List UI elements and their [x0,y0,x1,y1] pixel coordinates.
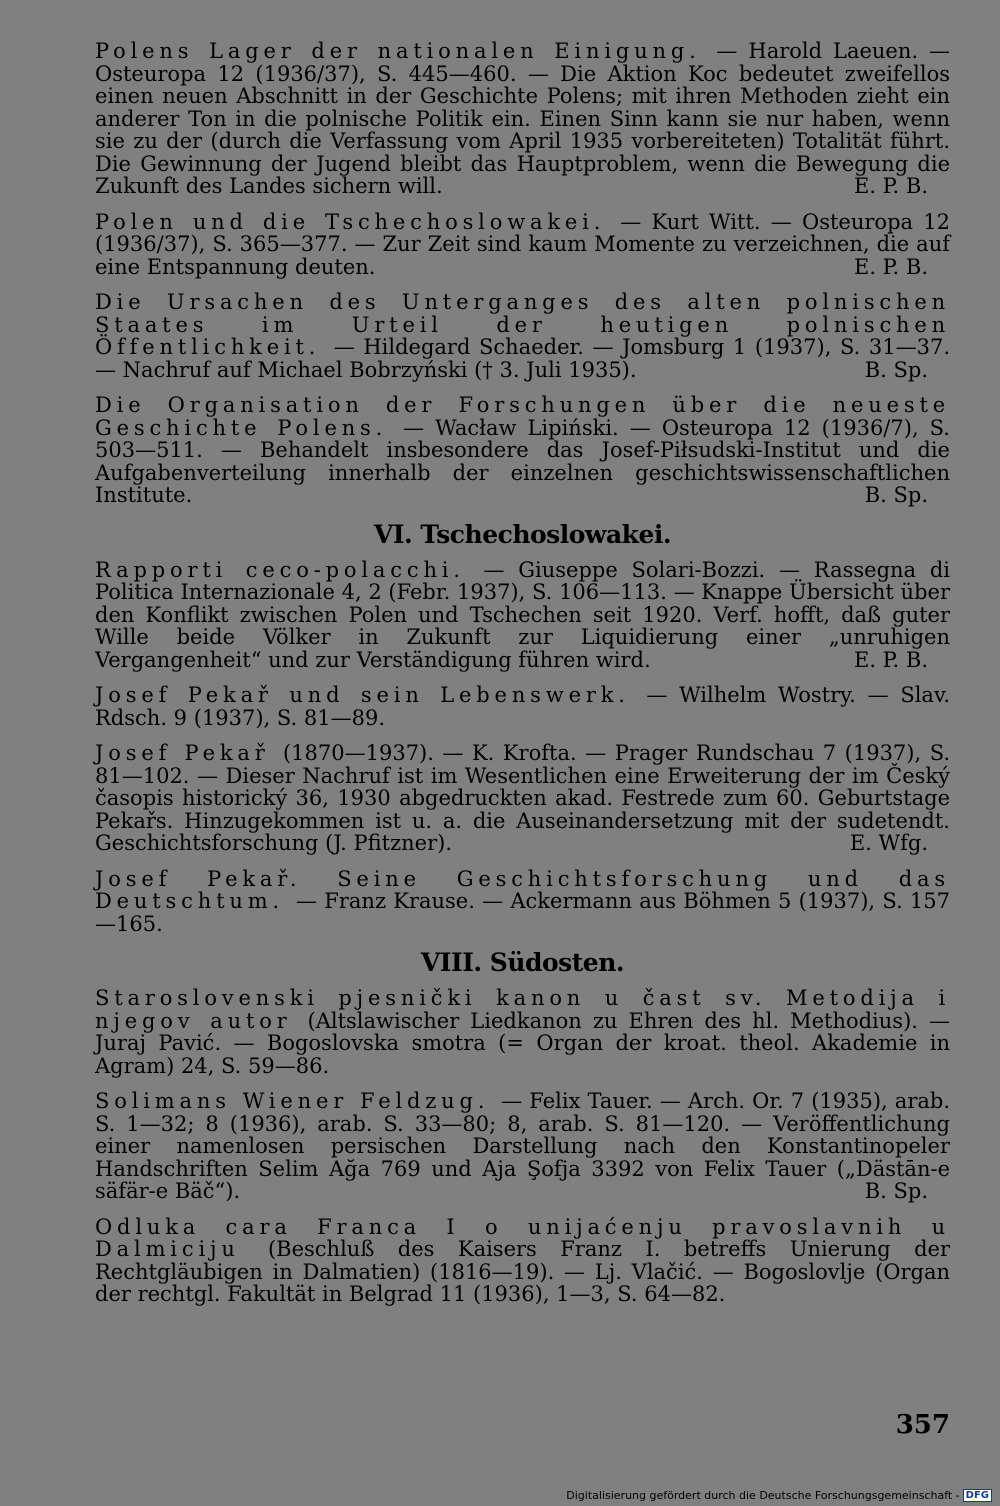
entry-signature: E. P. B. [853,254,928,279]
entry-body: (1870—1937). — K. Krofta. — Prager Rundschau 7 (1937), S. 81—102. — Dieser Nachruf ist im Wesentlichen eine Erweiterung der im Český časopis historický 36, 1930 abgedruckten akad. Festrede zum 60. Geburtstage Pekařs. Hinzugekommen ist u. a. die Auseinandersetzung mit der sudetendt. Geschichtsforschung (J. Pfitzner). [95,741,951,855]
entry-title: Josef Pekař und sein Lebenswerk. [95,683,647,707]
entry-title: Solimans Wiener Feldzug. [95,1089,502,1113]
entry-body: — Harold Laeuen. — Osteuropa 12 (1936/37), S. 445—460. — Die Aktion Koc bedeutet zweifellos einen neuen Abschnitt in der Geschichte Polens; mit ihren Methoden zieht ein anderer Ton in die polnische Politik ein. Einen Sinn kann sie nur haben, wenn sie zu der (durch die Verfassung vom April 1935 vorbereiteten) Totalität führt. Die Gewinnung der Jugend bleibt das Hauptproblem, wenn die Bewegung die Zukunft des Landes sichern will. [95,39,950,198]
bibliography-entry [95,1216,950,1306]
footer-credit [566,1489,992,1502]
entry-title: Polen und die Tschechoslowakei. [95,209,621,234]
bibliography-entry [95,987,950,1077]
entry-signature: B. Sp. [864,483,928,507]
bibliography-entry [95,291,950,381]
bibliography-entry [95,1090,950,1203]
entry-body: — Felix Tauer. — Arch. Or. 7 (1935), arab. S. 1—32; 8 (1936), arab. S. 33—80; 8, arab. S. 81—120. — Veröffentlichung einer namenlosen persischen Darstellung nach den Konstantinopeler Handschriften Selim Ağa 769 und Aja Şofja 3392 von Felix Tauer („Dästān-e säfär-e Bäč“). [95,1089,950,1203]
entry-body: — Giuseppe Solari-Bozzi. — Rassegna di Politica Internazionale 4, 2 (Febr. 1937), S. 106—113. — Knappe Übersicht über den Konflikt zwischen Polen und Tschechen seit 1920. Verf. hofft, daß guter Wille beide Völker in Zukunft zur Liquidierung einer „unruhigen Vergangenheit“ und zur Verständigung führen wird. [95,557,950,672]
page-number: 357 [895,1410,950,1440]
bibliography-entry [95,742,950,855]
bibliography-entry [95,559,950,672]
entry-title: Rapporti ceco-polacchi. [95,557,484,582]
entry-body: (Beschluß des Kaisers Franz I. betreffs Unierung der Rechtgläubigen in Dalmatien) (1816—19). — Lj. Vlačić. — Bogoslovlje (Organ der rechtgl. Fakultät in Belgrad 11 (1936), 1—3, S. 64—82. [95,1237,950,1306]
entry-body: — Wacław Lipiński. — Osteuropa 12 (1936/7), S. 503—511. — Behandelt insbesondere das Josef-Piłsudski-Institut und die Aufgabenverteilung innerhalb der einzelnen geschichtswissenschaftlichen Institute. [95,415,950,507]
bibliography-entry [95,684,950,729]
entry-body: — Hildegard Schaeder. — Jomsburg 1 (1937), S. 31—37. — Nachruf auf Michael Bobrzyński († 3. Juli 1935). [95,335,951,382]
entry-signature: E. P. B. [853,174,928,198]
entry-title: Die Organisation der Forschungen über die neueste Geschichte Polens. [95,393,950,440]
bibliography-entry [95,40,950,198]
entry-title: Staroslovenski pjesnički kanon u čast sv. Metodija i njegov autor [95,986,950,1033]
entry-body: — Wilhelm Wostry. — Slav. Rdsch. 9 (1937), S. 81—89. [95,683,950,730]
entry-body: (Altslawischer Liedkanon zu Ehren des hl. Methodius). — Juraj Pavić. — Bogoslovska smotra (= Organ der kroat. theol. Akademie in Agram) 24, S. 59—86. [95,1008,950,1078]
bibliography-entry [95,211,950,279]
entry-signature: B. Sp. [864,1179,928,1203]
entry-title: Odluka cara Franca I o unijaćenju pravoslavnih u Dalmiciju [95,1214,950,1261]
entry-body: — Kurt Witt. — Osteuropa 12 (1936/37), S. 365—377. — Zur Zeit sind kaum Momente zu verzeichnen, die auf eine Entspannung deuten. [95,209,950,279]
entry-signature: E. P. B. [853,647,928,672]
section-heading-viii: VIII. Südosten. [420,948,625,977]
footer-text: Digitalisierung gefördert durch die Deutsche Forschungsgemeinschaft - [566,1489,960,1502]
bibliography-entry [95,868,950,936]
entry-signature: B. Sp. [864,357,928,382]
entry-title: Josef Pekař [95,741,283,765]
entry-title: Die Ursachen des Unterganges des alten polnischen Staates im Urteil der heutigen polnischen Öffentlichkeit. [95,290,950,359]
entry-title: Josef Pekař. Seine Geschichtsforschung und das Deutschtum. [95,866,950,913]
dfg-logo-icon: DFG [963,1489,992,1502]
section-heading-vi: VI. Tschechoslowakei. [373,519,672,549]
entry-title: Polens Lager der nationalen Einigung. [95,39,717,63]
entry-signature: E. Wfg. [849,831,928,855]
entry-body: — Franz Krause. — Ackermann aus Böhmen 5 (1937), S. 157—165. [95,889,950,936]
page-content [95,40,950,1319]
bibliography-entry [95,394,950,507]
